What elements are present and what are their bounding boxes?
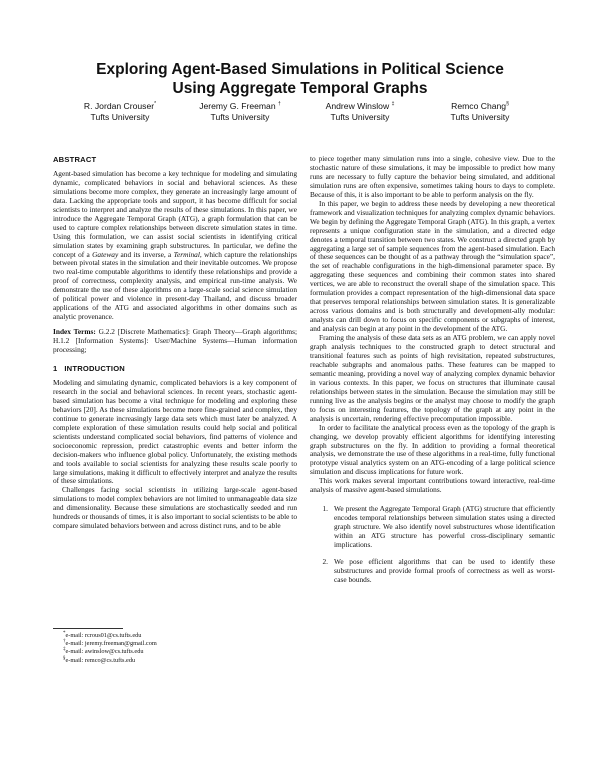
title-line-2: Using Aggregate Temporal Graphs [172, 80, 428, 97]
author-affiliation: Tufts University [90, 112, 150, 122]
author-block [303, 101, 418, 123]
section-title: INTRODUCTION [64, 364, 125, 374]
introduction-heading [53, 365, 297, 374]
author-name: Remco Chang [451, 101, 507, 111]
author-affiliation: Tufts University [450, 112, 510, 122]
index-terms-label: Index Terms: [53, 327, 96, 337]
author-list [60, 101, 540, 123]
list-item-number: 1. [322, 504, 328, 514]
list-item-text: We present the Aggregate Temporal Graph (ATG) structure that efficiently encodes temporal relationships between simulation states using a directed graph structure. We also identify novel substructures whose identification within an ATG structure has powerful cross-disciplinary semantic implications. [334, 504, 555, 550]
paper-title [60, 60, 540, 98]
list-item [310, 505, 555, 550]
author-name: R. Jordan Crouser [83, 101, 155, 111]
section-number: 1 [53, 364, 58, 374]
author-mark: § [506, 101, 509, 108]
author-block [423, 101, 538, 123]
footnote: ‡e-mail: awinslow@cs.tufts.edu [63, 647, 144, 656]
list-item-text: We pose efficient algorithms that can be used to identify these substructures and provide formal proofs of correctness as well as worst-case bounds. [334, 556, 555, 584]
abstract-heading: ABSTRACT [53, 155, 97, 164]
footnote-divider [53, 628, 123, 629]
index-terms: Index Terms: G.2.2 [Discrete Mathematics]: Graph Theory—Graph algorithms; H.1.2 [Information Systems]: User/Machine Systems—Human information processing; [53, 327, 297, 355]
intro-paragraph-2-continued: to piece together many simulation runs into a single, cohesive view. Due to the stochastic nature of these simulations, it may be impossible to predict how many runs are necessary to fully capture the behavior being simulated, and additional simulation runs are often expensive, sometimes taking hours to days to complete. Because of this, it is also important to be able to perform analysis on the fly. [310, 154, 555, 199]
footnotes [63, 632, 157, 665]
left-column [53, 156, 297, 531]
author-affiliation: Tufts University [330, 112, 390, 122]
author-affiliation: Tufts University [210, 112, 270, 122]
author-block [183, 101, 298, 123]
author-block [63, 101, 178, 123]
intro-paragraph-6: This work makes several important contributions toward interactive, real-time analysis of massive agent-based simulations. [310, 476, 555, 495]
list-item [310, 558, 555, 585]
author-name: Andrew Winslow [325, 101, 390, 111]
footnote: *e-mail: rcrous01@cs.tufts.edu [63, 630, 142, 639]
intro-paragraph-1: Modeling and simulating dynamic, complicated behaviors is a key component of research in the social and behavioral sciences. In recent years, stochastic agent-based simulation has become a vital technique for modeling and exploring these behaviors [20]. As these simulations become more fine-grained and complex, they continue to generate increasingly large data sets which must later be analyzed. A complete exploration of these simulation results could help social and political scientists understand complicated social behaviors, find patterns of violence and socioeconomic repression, predict catastrophic events and better inform the decision-makers who influence global policy. Unfortunately, the existing methods and tools available to social scientists for analyzing these results scale poorly to large simulations, making it difficult to effectively interpret and analyze the results of these simulations. [53, 377, 297, 486]
term-terminal: Terminal [173, 249, 200, 259]
intro-paragraph-4: Framing the analysis of these data sets as an ATG problem, we can apply novel graph analysis techniques to the constructed graph to detect structural and transitional features such as points of high revisitation, repeated substructures, reachable subgraphs and anomalous paths. These features can be mapped to semantic meaning, providing a novel way of analyzing complex dynamic behavior in various contexts. In this paper, we focus on structures that illuminate causal relationships between states in the simulation. Because the simulation may still be running live as the analysis begins or the analyst may choose to modify the graph to focus on interesting features, the topology of the graph at any point in the analysis is uncertain, rendering effective precomputation impossible. [310, 333, 555, 423]
author-mark: † [278, 101, 281, 108]
title-line-1: Exploring Agent-Based Simulations in Political Science [96, 61, 504, 78]
author-mark: * [154, 101, 157, 108]
term-gateway: Gateway [92, 249, 119, 259]
right-column [310, 155, 555, 593]
footnote: §e-mail: remco@cs.tufts.edu [63, 655, 136, 664]
intro-paragraph-3: In this paper, we begin to address these needs by developing a new theoretical framework and visualization techniques for analyzing complex dynamic behaviors. We begin by defining the Aggregate Temporal Graph (ATG). In this graph, a vertex represents a unique configuration state in the simulation, and a directed edge denotes a temporal transition between two states. We construct a directed graph by aggregating a large set of sample sequences from the agent-based simulation. Each of these sequences can be thought of as a pathway through the “simulation space”, the set of reachable configurations in the high-dimensional parameter space. By aggregating these sequences and combining their common states into shared vertices, we are able to reconstruct the overall shape of the simulation space. This formulation provides a compact representation of the high-dimensional data space that preserves temporal relationships between simulation states. It is generalizable across various domains and is both structurally and development-ally modular: analysts can drill down to focus on specific components or subgraphs of interest, and analysis can begin at any point in the development of the ATG. [310, 198, 555, 334]
contribution-list [310, 505, 555, 585]
list-item-number: 2. [322, 556, 328, 566]
intro-paragraph-2: Challenges facing social scientists in utilizing large-scale agent-based simulations to model complex behaviors are not limited to unmanageable data size and dimensionality. Because these simulations are stochastically seeded and run hundreds or thousands of times, it is also important to social scientists to be able to compare simulated behaviors between and across distinct runs, and to be able [53, 485, 297, 531]
intro-paragraph-5: In order to facilitate the analytical process even as the topology of the graph is changing, we develop provably efficient algorithms for identifying interesting graph substructures on the fly. In addition to providing a formal theoretical analysis, we demonstrate the use of these algorithms in a real-time, fully functional prototype visual analytics system on an ATG-encoding of a large political science simulation and discuss implications for future work. [310, 422, 555, 477]
author-name: Jeremy G. Freeman [199, 101, 276, 111]
author-mark: ‡ [391, 101, 395, 108]
abstract-text: Agent-based simulation has become a key technique for modeling and simulating dynamic, complicated behaviors in social and behavioral sciences. As these simulations become more complex, they generate an increasingly large amount of data. Lacking the appropriate tools and support, it has become difficult for social scientists to interpret and analyze the results of these simulations. In this paper, we introduce the Aggregate Temporal Graph (ATG), a graph formulation that can be used to capture complex relationships between discrete simulation states in time. Using this formulation, we can assist social scientists in identifying critical simulation states by examining graph substructures. In particular, we define the concept of a Gateway and its inverse, a Terminal, which capture the relationships between pivotal states in the simulation and their inevitable outcomes. We propose two real-time computable algorithms to identify these relationships and provide a proof of correctness, complexity analysis, and empirical run-time analysis. We demonstrate the use of these algorithms on a large-scale social science simulation of political power and violence in present-day Thailand, and discuss broader applications of the ATG and associated algorithms in other domains such as analytic provenance. [53, 168, 297, 322]
footnote: †e-mail: jeremy.freeman@gmail.com [63, 639, 157, 648]
